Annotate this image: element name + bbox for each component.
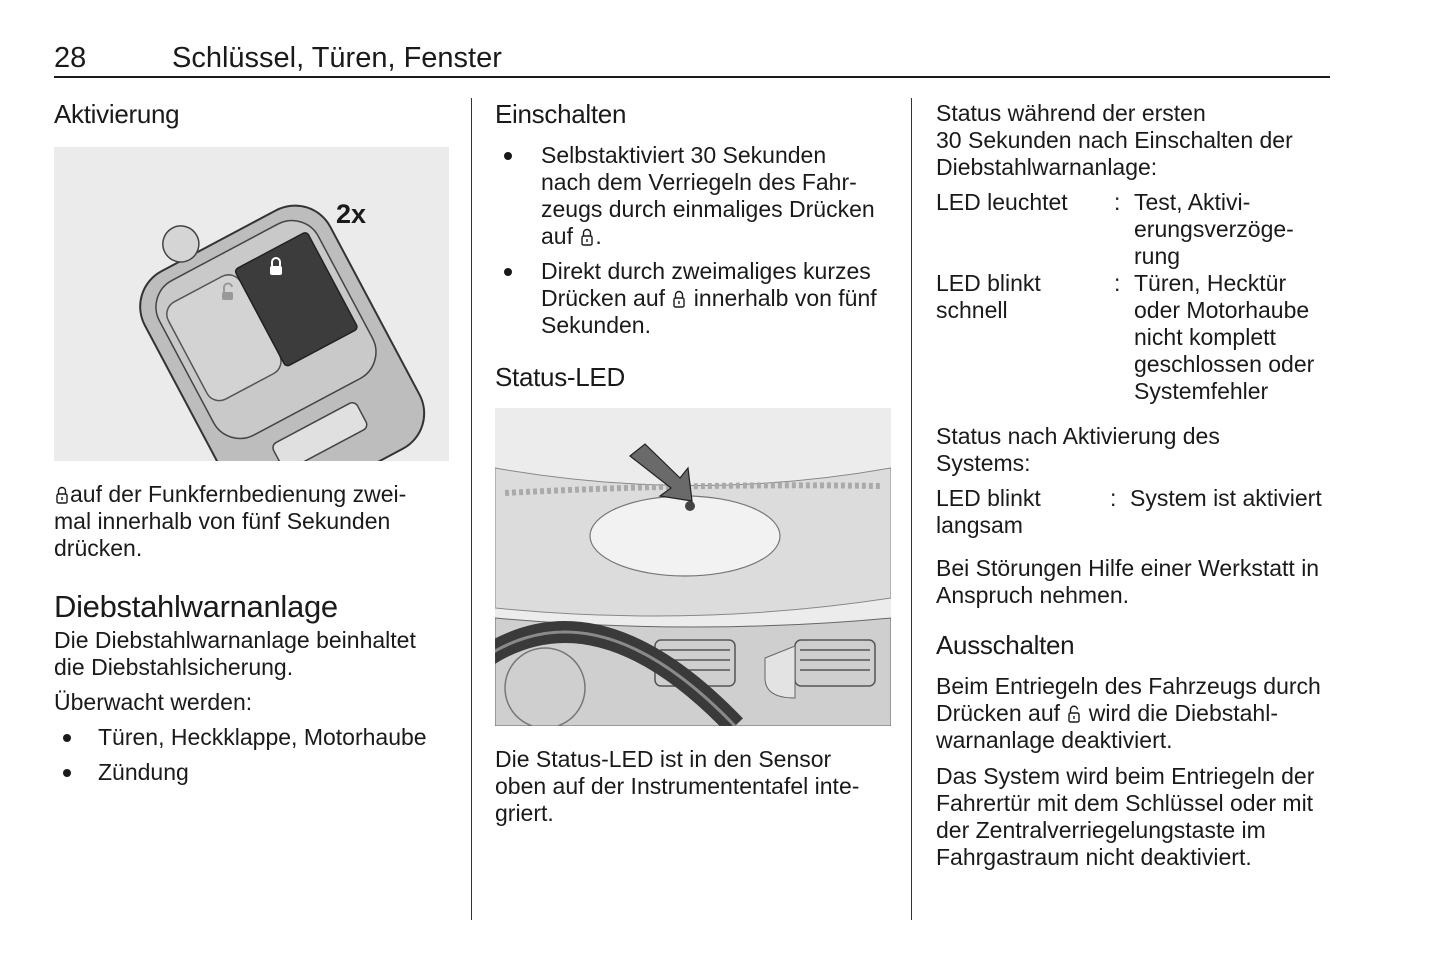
status-first-line1: Status während der ersten: [936, 100, 1206, 126]
column-middle: [495, 96, 895, 827]
status-value: Test, Aktivi- erungsverzöge- rung: [1134, 189, 1294, 269]
status-after-line1: Status nach Aktivierung des: [936, 423, 1220, 449]
heading-ausschalten: Ausschalten: [936, 630, 1075, 660]
off1-line1: Beim Entriegeln des Fahrzeugs durch: [936, 673, 1321, 699]
led-caption-line3: griert.: [495, 800, 554, 826]
dashboard-figure: [495, 408, 891, 726]
status-first-line3: Diebstahlwarnanlage:: [936, 154, 1158, 180]
status-after-line2: Systems:: [936, 450, 1031, 476]
status-first-line2: 30 Sekunden nach Einschalten der: [936, 127, 1293, 153]
key-caption-line3: drücken.: [54, 535, 143, 561]
list-item: Direkt durch zweimaliges kurzes Drücken auf innerhalb von fünf Sekunden.: [495, 258, 895, 339]
column-left: [54, 96, 449, 786]
key-caption-line1: auf der Funkfernbedienung zwei-: [70, 481, 407, 507]
list-item: Türen, Heckklappe, Motorhaube: [54, 724, 449, 751]
key-fob-figure: [54, 147, 449, 461]
press-count-label: 2x: [336, 199, 367, 229]
intro-line2: die Diebstahlsicherung.: [54, 654, 294, 680]
led-caption-line2: oben auf der Instrumententafel inte-: [495, 773, 860, 799]
column-divider: [911, 98, 912, 920]
list-item: Zündung: [54, 759, 449, 786]
off1-line3: warnanlage deaktiviert.: [936, 727, 1173, 753]
status-table-after: LED blinkt langsam : System ist aktiviert: [936, 485, 1336, 539]
dashboard-illustration: [495, 408, 891, 726]
lock-icon: [673, 287, 685, 305]
off2-line2: Fahrertür mit dem Schlüssel oder mit: [936, 790, 1314, 816]
section-title: Diebstahlwarnanlage: [54, 589, 338, 624]
off2-line3: der Zentralverriegelungstaste im: [936, 817, 1266, 843]
column-right: Status während der ersten 30 Sekunden nach Einschalten der Diebstahlwarnanlage: LED leuchtet : Test, Aktivi- erungsverzöge- rung LED blinkt schnell : Türen, Hecktür oder Motorhaube nicht komplett geschlossen oder Systemfehler Status nach Aktivierung des Systems: LED blinkt langsam : System ist aktiviert Bei Störungen Hilfe einer Werkstatt in Anspruch nehmen. Ausschalten Beim Entriegeln des Fahrzeugs durch Drücken auf wird die Diebstahl- warnanlage deaktiviert. Das System wird beim Entriegeln der Fahrertür mit dem Schlüssel oder mit der Zentralverriegelungstaste im Fahrgastraum nicht deaktiviert.: [936, 100, 1336, 871]
led-caption-line1: Die Status-LED ist in den Sensor: [495, 746, 832, 772]
unlock-icon: [1068, 702, 1080, 720]
status-key: LED leuchtet: [936, 189, 1068, 215]
intro-line1: Die Diebstahlwarnanlage beinhaltet: [54, 627, 416, 653]
status-key: LED blinkt langsam: [936, 485, 1041, 538]
off2-line1: Das System wird beim Entriegeln der: [936, 763, 1315, 789]
page-header: [54, 40, 1330, 78]
lock-icon: [56, 483, 68, 501]
off2-line4: Fahrgastraum nicht deaktiviert.: [936, 844, 1252, 870]
fault-line2: Anspruch nehmen.: [936, 582, 1130, 608]
key-caption-line2: mal innerhalb von fünf Sekunden: [54, 508, 391, 534]
chapter-title: Schlüssel, Türen, Fenster: [172, 42, 502, 74]
status-table-first: LED leuchtet : Test, Aktivi- erungsverzöge- rung LED blinkt schnell : Türen, Hecktür oder Motorhaube nicht komplett geschlossen oder Systemfehler: [936, 189, 1336, 405]
column-divider: [471, 98, 472, 920]
heading-aktivierung: Aktivierung: [54, 99, 180, 129]
key-fob-illustration: [54, 147, 449, 461]
list-item: Selbstaktiviert 30 Sekunden nach dem Verriegeln des Fahr- zeugs durch einmaliges Drücken auf .: [495, 142, 895, 250]
heading-status-led: Status-LED: [495, 362, 625, 392]
status-value: System ist aktiviert: [1130, 485, 1322, 511]
page-number: 28: [54, 42, 87, 74]
monitored-label: Überwacht werden:: [54, 689, 253, 715]
status-led-sensor: [685, 501, 695, 511]
status-value: Türen, Hecktür oder Motorhaube nicht komplett geschlossen oder Systemfehler: [1134, 270, 1315, 404]
lock-icon: [581, 225, 593, 243]
status-key: LED blinkt schnell: [936, 270, 1041, 323]
fault-line1: Bei Störungen Hilfe einer Werkstatt in: [936, 555, 1320, 581]
heading-einschalten: Einschalten: [495, 99, 627, 129]
